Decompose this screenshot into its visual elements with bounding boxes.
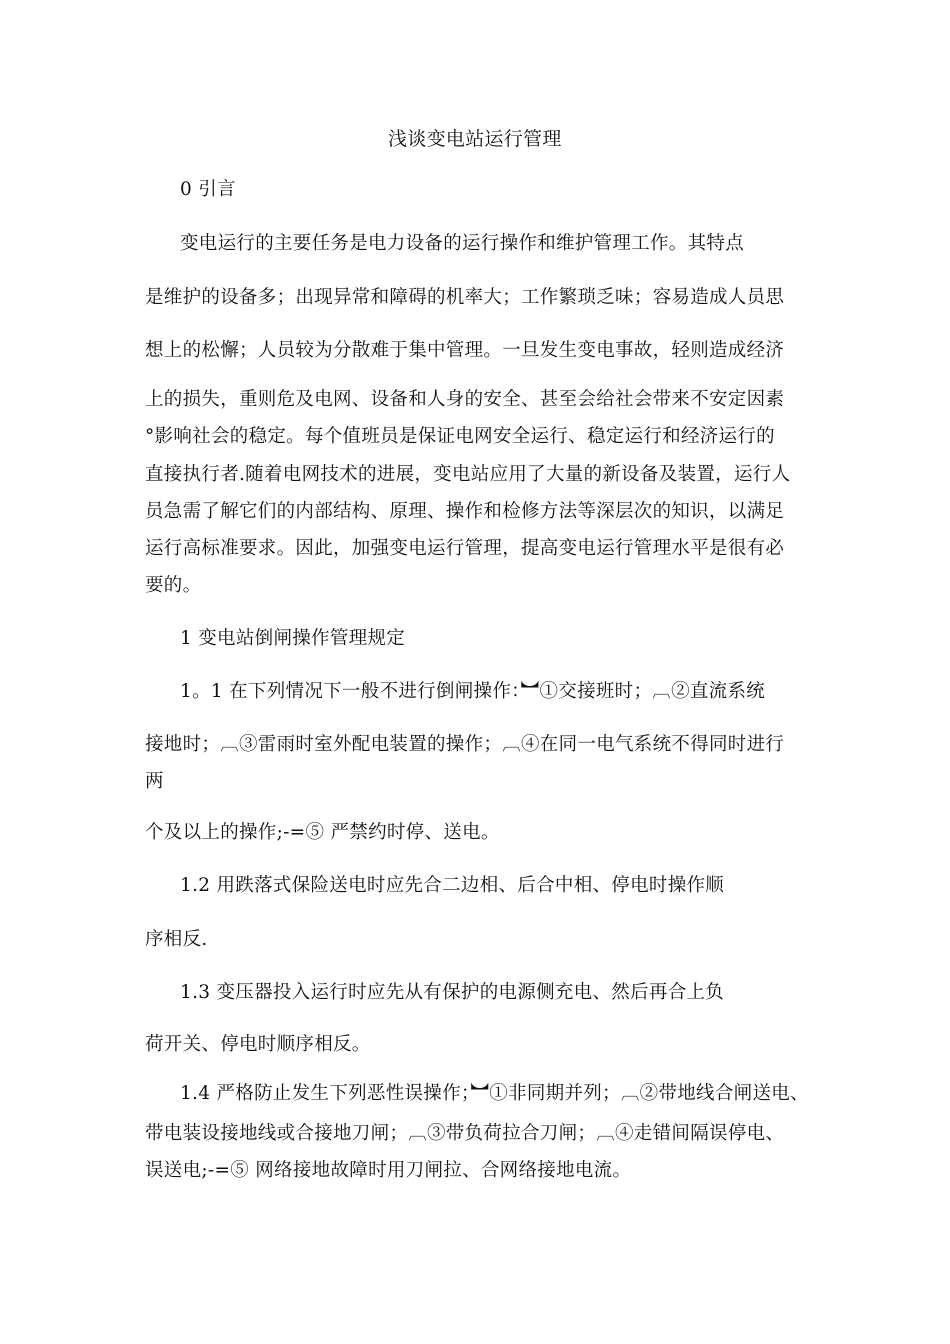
- paragraph-line: 1.4 严格防止发生下列恶性误操作；︼①非同期并列；︹②带地线合闸送电、: [180, 1083, 809, 1104]
- section-heading: 1 变电站倒闸操作管理规定: [180, 628, 406, 649]
- paragraph-line: 1。1 在下列情况下一般不进行倒闸操作：︼①交接班时；︹②直流系统: [180, 681, 766, 702]
- paragraph-line: 序相反.: [145, 929, 208, 950]
- page-title: 浅谈变电站运行管理: [388, 128, 562, 150]
- paragraph-line: 是维护的设备多；出现异常和障碍的机率大；工作繁琐乏味；容易造成人员思: [145, 287, 785, 308]
- paragraph-line: 1.3 变压器投入运行时应先从有保护的电源侧充电、然后再合上负: [180, 982, 725, 1003]
- paragraph-line: 个及以上的操作;-=⑤ 严禁约时停、送电。: [145, 822, 500, 843]
- paragraph-line: 带电装设接地线或合接地刀闸；︹③带负荷拉合刀闸；︹④走错间隔误停电、: [145, 1123, 785, 1144]
- paragraph-line: 运行高标准要求。因此，加强变电运行管理，提高变电运行管理水平是很有必: [145, 538, 785, 559]
- paragraph-line: 变电运行的主要任务是电力设备的运行操作和维护管理工作。其特点: [180, 233, 745, 254]
- section-heading: 0 引言: [180, 179, 236, 200]
- paragraph-line: 要的。: [145, 575, 202, 596]
- paragraph-line: °影响社会的稳定。每个值班员是保证电网安全运行、稳定运行和经济运行的: [145, 426, 775, 447]
- paragraph-line: 荷开关、停电时顺序相反。: [145, 1034, 371, 1055]
- paragraph-line: 1.2 用跌落式保险送电时应先合二边相、后合中相、停电时操作顺: [180, 875, 725, 896]
- paragraph-line: 想上的松懈；人员较为分散难于集中管理。一旦发生变电事故，轻则造成经济: [145, 340, 785, 361]
- paragraph-line: 两: [145, 771, 164, 792]
- paragraph-line: 误送电;-=⑤ 网络接地故障时用刀闸拉、合网络接地电流。: [145, 1160, 632, 1181]
- paragraph-line: 上的损失，重则危及电网、设备和人身的安全、甚至会给社会带来不安定因素: [145, 389, 785, 410]
- paragraph-line: 直接执行者.随着电网技术的进展，变电站应用了大量的新设备及装置，运行人: [145, 464, 791, 485]
- paragraph-line: 接地时；︹③雷雨时室外配电装置的操作；︹④在同一电气系统不得同时进行: [145, 734, 785, 755]
- paragraph-line: 员急需了解它们的内部结构、原理、操作和检修方法等深层次的知识，以满足: [145, 501, 785, 522]
